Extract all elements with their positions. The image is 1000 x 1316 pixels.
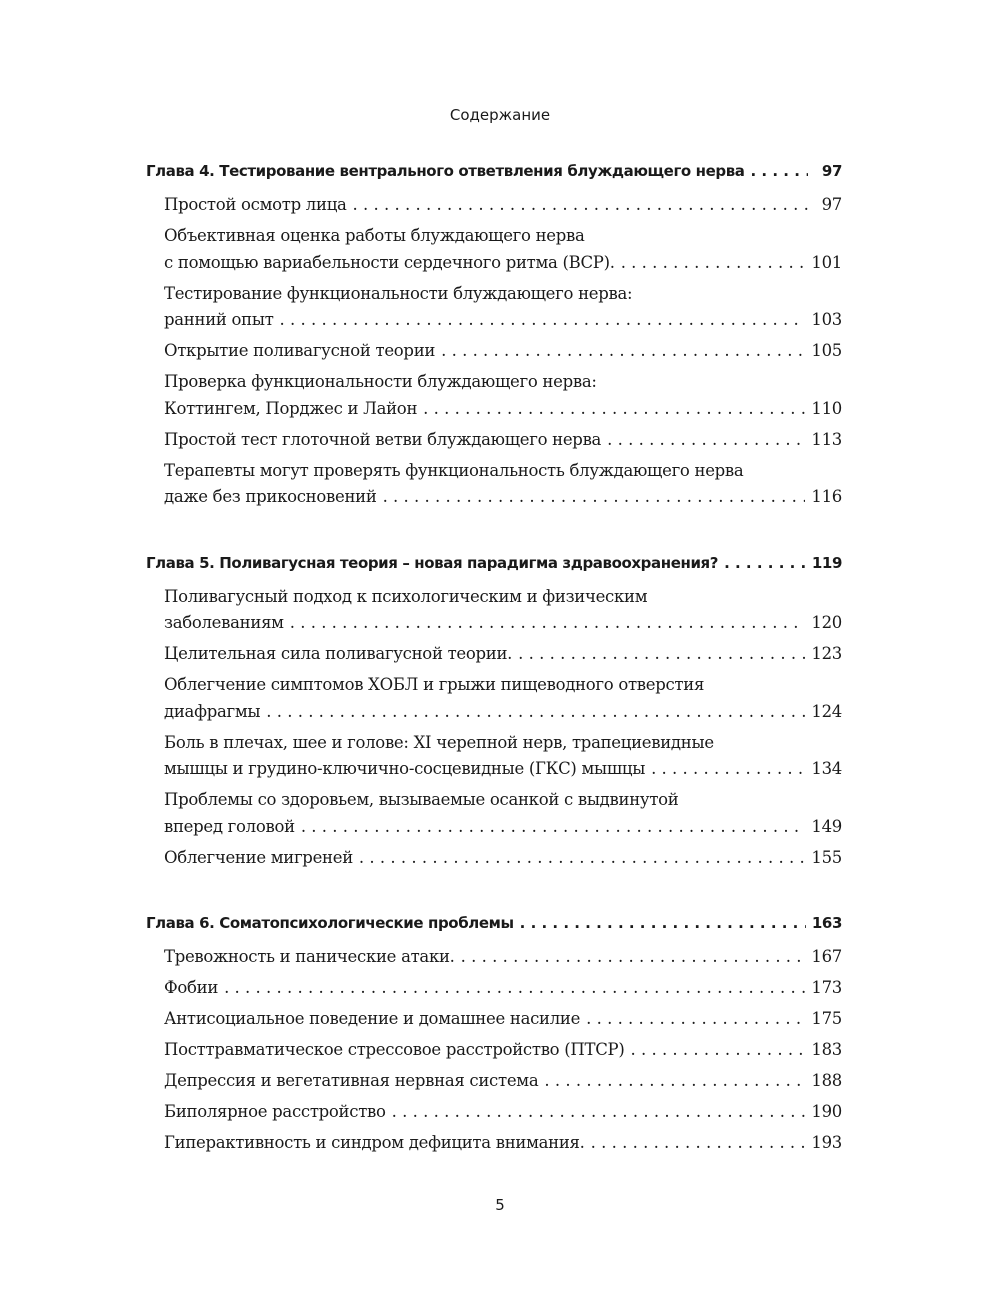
section-list	[146, 944, 842, 1157]
entry-page: 123	[811, 644, 842, 663]
entry-title-line: с помощью вариабельности сердечного ритма (ВСР).	[164, 252, 615, 272]
toc-entry[interactable]	[164, 944, 842, 971]
toc-entry[interactable]	[164, 223, 842, 276]
entry-page: 110	[811, 398, 842, 418]
chapter-title: Глава 6. Соматопсихологические проблемы	[146, 914, 514, 932]
toc-entry[interactable]	[164, 458, 842, 511]
entry-page: 193	[811, 1133, 842, 1152]
entry-page: 134	[811, 759, 842, 778]
toc-entry[interactable]	[164, 845, 842, 872]
entry-page: 149	[811, 816, 842, 836]
entry-title-line: мышцы и грудино-ключично-сосцевидные (ГКС) мышцы	[164, 759, 646, 778]
dot-leader	[518, 641, 805, 668]
dot-leader	[266, 699, 805, 726]
entry-title-line: Тестирование функциональности блуждающего нерва:	[164, 283, 633, 303]
toc-entry[interactable]	[164, 1037, 842, 1064]
entry-page: 103	[811, 310, 842, 329]
entry-title-line: вперед головой	[164, 816, 295, 836]
dot-leader	[651, 756, 805, 783]
dot-leader	[520, 908, 806, 938]
dot-leader	[383, 484, 806, 511]
toc-entry[interactable]	[164, 672, 842, 725]
entry-title-line: Гиперактивность и синдром дефицита внимания.	[164, 1133, 585, 1152]
chapter-heading[interactable]	[146, 548, 842, 578]
entry-title-line: ранний опыт	[164, 310, 274, 329]
toc-entry[interactable]	[164, 369, 842, 422]
dot-leader	[724, 548, 806, 578]
toc-entry[interactable]	[164, 787, 842, 840]
dot-leader	[392, 1099, 806, 1126]
entry-page: 113	[811, 429, 842, 449]
entry-page: 155	[811, 847, 842, 867]
dot-leader	[301, 814, 806, 841]
entry-page: 101	[811, 252, 842, 272]
entry-title-line: Открытие поливагусной теории	[164, 341, 436, 360]
dot-leader	[586, 1006, 805, 1033]
entry-title-line: Целительная сила поливагусной теории.	[164, 644, 513, 663]
dot-leader	[280, 307, 806, 334]
entry-page: 167	[811, 947, 842, 966]
entry-page: 173	[811, 978, 842, 997]
entry-title-line: Боль в плечах, шее и голове: XI черепной нерв, трапециевидные	[164, 732, 714, 752]
dot-leader	[423, 396, 805, 423]
toc-entry[interactable]	[164, 427, 842, 454]
toc-entry[interactable]	[164, 281, 842, 334]
entry-title-line: Фобии	[164, 978, 219, 997]
section-list	[146, 192, 842, 511]
chapter-page: 119	[811, 553, 842, 572]
dot-leader	[224, 975, 805, 1002]
entry-page: 175	[811, 1009, 842, 1028]
entry-title-line: Простой тест глоточной ветви блуждающего нерва	[164, 429, 602, 449]
dot-leader	[621, 250, 806, 277]
entry-title-line: Коттингем, Порджес и Лайон	[164, 398, 418, 418]
entry-title-line: Проверка функциональности блуждающего нерва:	[164, 372, 597, 391]
entry-title-line: Терапевты могут проверять функциональность блуждающего нерва	[164, 460, 744, 480]
entry-page: 190	[811, 1102, 842, 1121]
entry-page: 105	[811, 341, 842, 360]
toc-entry[interactable]	[164, 1006, 842, 1033]
toc-entry[interactable]	[164, 1130, 842, 1157]
dot-leader	[441, 338, 805, 365]
entry-title-line: Тревожность и панические атаки.	[164, 947, 455, 966]
dot-leader	[544, 1068, 805, 1095]
toc-entry[interactable]	[164, 730, 842, 783]
toc-entry[interactable]	[164, 641, 842, 668]
entry-page: 97	[821, 195, 842, 214]
toc-entry[interactable]	[164, 584, 842, 637]
entry-title-line: Поливагусный подход к психологическим и физическим	[164, 586, 648, 606]
dot-leader	[353, 192, 808, 219]
chapter-block	[146, 908, 842, 1157]
entry-title-line: Биполярное расстройство	[164, 1102, 386, 1121]
chapter-page: 163	[811, 914, 842, 932]
entry-title-line: заболеваниям	[164, 613, 284, 632]
entry-page: 120	[811, 613, 842, 632]
toc-entry[interactable]	[164, 338, 842, 365]
toc-entry[interactable]	[164, 1068, 842, 1095]
dot-leader	[591, 1130, 806, 1157]
section-list	[146, 584, 842, 872]
toc-entry[interactable]	[164, 1099, 842, 1126]
chapter-heading[interactable]	[146, 908, 842, 938]
table-of-contents	[146, 156, 842, 1194]
entry-title-line: диафрагмы	[164, 701, 261, 721]
chapter-title: Глава 5. Поливагусная теория – новая парадигма здравоохранения?	[146, 553, 719, 572]
chapter-page: 97	[821, 162, 842, 180]
entry-title-line: Простой осмотр лица	[164, 195, 347, 214]
entry-title-line: Проблемы со здоровьем, вызываемые осанкой с выдвинутой	[164, 790, 679, 809]
dot-leader	[630, 1037, 805, 1064]
entry-title-line: Посттравматическое стрессовое расстройство (ПТСР)	[164, 1040, 625, 1059]
entry-page: 183	[811, 1040, 842, 1059]
toc-entry[interactable]	[164, 975, 842, 1002]
entry-title-line: Облегчение симптомов ХОБЛ и грыжи пищеводного отверстия	[164, 675, 705, 694]
dot-leader	[461, 944, 806, 971]
chapter-block	[146, 156, 842, 511]
dot-leader	[607, 427, 805, 454]
chapter-block	[146, 548, 842, 872]
dot-leader	[751, 156, 808, 186]
entry-page: 116	[811, 487, 842, 506]
entry-title-line: Антисоциальное поведение и домашнее насилие	[164, 1009, 581, 1028]
entry-title-line: даже без прикосновений	[164, 487, 377, 506]
chapter-heading[interactable]	[146, 156, 842, 186]
entry-title-line: Облегчение мигреней	[164, 847, 353, 867]
chapter-title: Глава 4. Тестирование вентрального ответвления блуждающего нерва	[146, 162, 745, 180]
entry-page: 188	[811, 1071, 842, 1090]
entry-page: 124	[811, 701, 842, 721]
dot-leader	[359, 845, 806, 872]
entry-title-line: Депрессия и вегетативная нервная система	[164, 1071, 539, 1090]
dot-leader	[290, 610, 806, 637]
toc-entry[interactable]	[164, 192, 842, 219]
running-header: Содержание	[449, 106, 551, 124]
page-number: 5	[495, 1196, 505, 1214]
entry-title-line: Объективная оценка работы блуждающего нерва	[164, 226, 585, 245]
